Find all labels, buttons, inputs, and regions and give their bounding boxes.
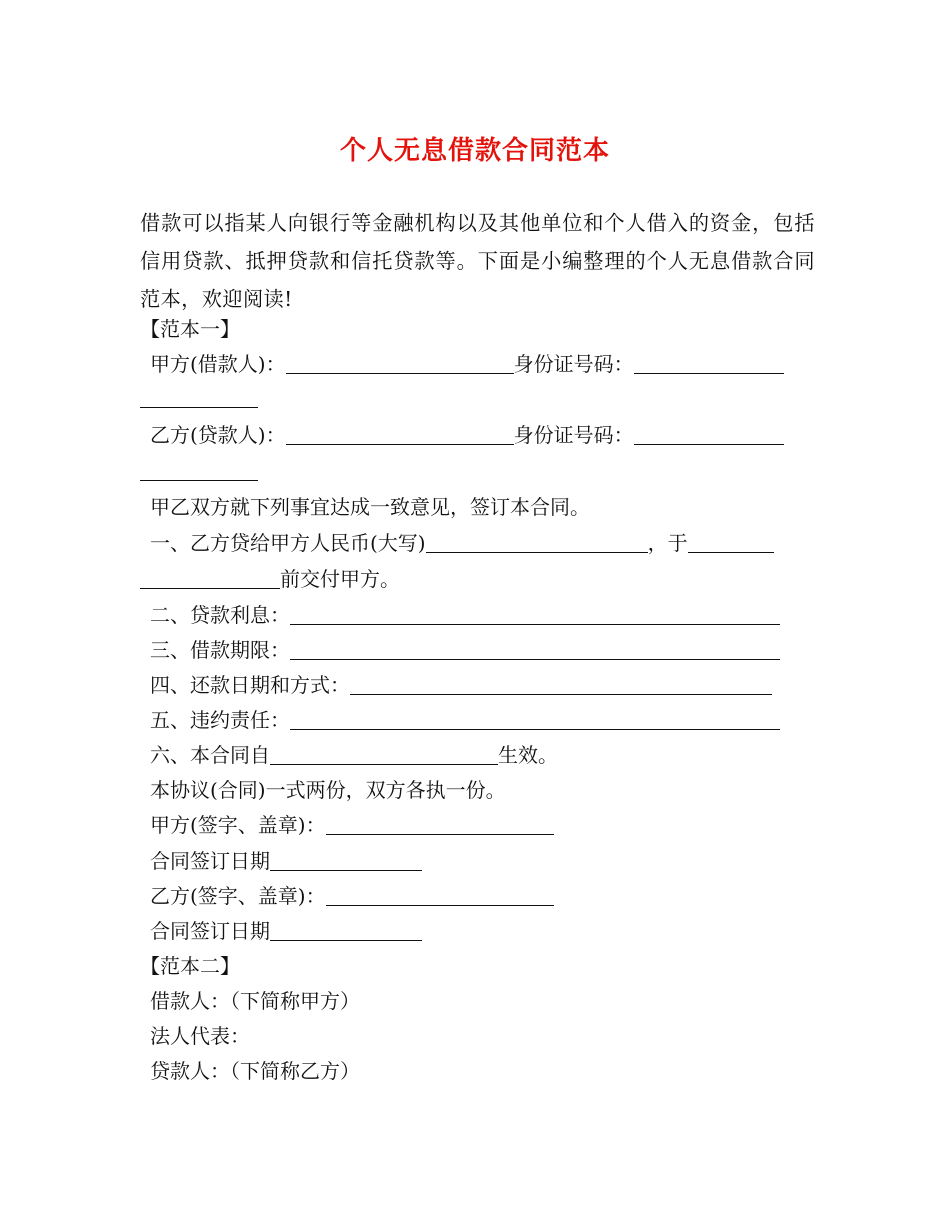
clause6-blank[interactable]	[270, 744, 498, 765]
sign-a-line	[150, 812, 554, 838]
party-b-id-blank[interactable]	[634, 424, 784, 445]
clause1-date-blank[interactable]	[688, 532, 774, 553]
clause4-blank[interactable]	[350, 674, 772, 695]
party-b-line	[150, 422, 784, 448]
clause1-date-blank-cont[interactable]	[140, 568, 280, 589]
document-title: 个人无息借款合同范本	[339, 136, 610, 166]
party-b-id-blank-cont[interactable]	[140, 480, 258, 481]
party-a-blank[interactable]	[286, 353, 514, 374]
sign-b-label: 乙方(签字、盖章)：	[150, 884, 326, 908]
clause1-on-label: ，于	[647, 531, 688, 555]
clause6-effective-label: 生效。	[498, 743, 558, 767]
intro-paragraph: 借款可以指某人向银行等金融机构以及其他单位和个人借入的资金，包括信用贷款、抵押贷款和信托贷款等。下面是小编整理的个人无息借款合同范本，欢迎阅读!	[140, 211, 815, 311]
clause2-line	[150, 602, 780, 628]
clause1-label: 一、乙方贷给甲方人民币(大写)	[150, 531, 426, 555]
party-b-id-label: 身份证号码：	[513, 423, 634, 447]
party-b-blank[interactable]	[286, 424, 514, 445]
party-a-id-blank[interactable]	[634, 353, 784, 374]
clause2-label: 二、贷款利息：	[150, 603, 290, 627]
sign-date-a-blank[interactable]	[270, 850, 422, 871]
sign-date-b-blank[interactable]	[270, 920, 422, 941]
clause3-label: 三、借款期限：	[150, 638, 290, 662]
clause6-line	[150, 742, 558, 768]
clause1-cont-line	[140, 566, 400, 592]
sign-a-blank[interactable]	[326, 814, 554, 835]
clause5-label: 五、违约责任：	[150, 708, 290, 732]
clause4-line	[150, 672, 772, 698]
clause2-blank[interactable]	[290, 604, 780, 625]
party-a-line	[150, 351, 784, 377]
clause5-line	[150, 707, 780, 733]
party-a-id-label: 身份证号码：	[513, 352, 634, 376]
sign-date-a-line	[150, 848, 422, 874]
clause6-label: 六、本合同自	[150, 743, 270, 767]
copies-line: 本协议(合同)一式两份，双方各执一份。	[150, 778, 506, 802]
clause5-blank[interactable]	[290, 709, 780, 730]
clause3-blank[interactable]	[290, 639, 780, 660]
party-a-id-blank-cont[interactable]	[140, 407, 258, 408]
sign-b-blank[interactable]	[326, 885, 554, 906]
clause1-deliver-label: 前交付甲方。	[280, 567, 400, 591]
sign-date-b-label: 合同签订日期	[150, 919, 270, 943]
party-b-label: 乙方(贷款人)：	[150, 423, 286, 447]
clause4-label: 四、还款日期和方式：	[150, 673, 350, 697]
sign-a-label: 甲方(签字、盖章)：	[150, 813, 326, 837]
sign-b-line	[150, 883, 554, 909]
legal-rep-line: 法人代表：	[150, 1024, 250, 1048]
sign-date-b-line	[150, 918, 422, 944]
lender-line: 贷款人：（下简称乙方）	[150, 1059, 360, 1083]
sample2-header: 【范本二】	[140, 954, 240, 978]
agreement-line: 甲乙双方就下列事宜达成一致意见，签订本合同。	[150, 495, 590, 519]
clause3-line	[150, 637, 780, 663]
borrower-line: 借款人：（下简称甲方）	[150, 989, 360, 1013]
clause1-line	[150, 530, 774, 556]
clause1-amount-blank[interactable]	[426, 532, 648, 553]
party-a-label: 甲方(借款人)：	[150, 352, 286, 376]
sign-date-a-label: 合同签订日期	[150, 849, 270, 873]
sample1-header: 【范本一】	[140, 317, 240, 341]
